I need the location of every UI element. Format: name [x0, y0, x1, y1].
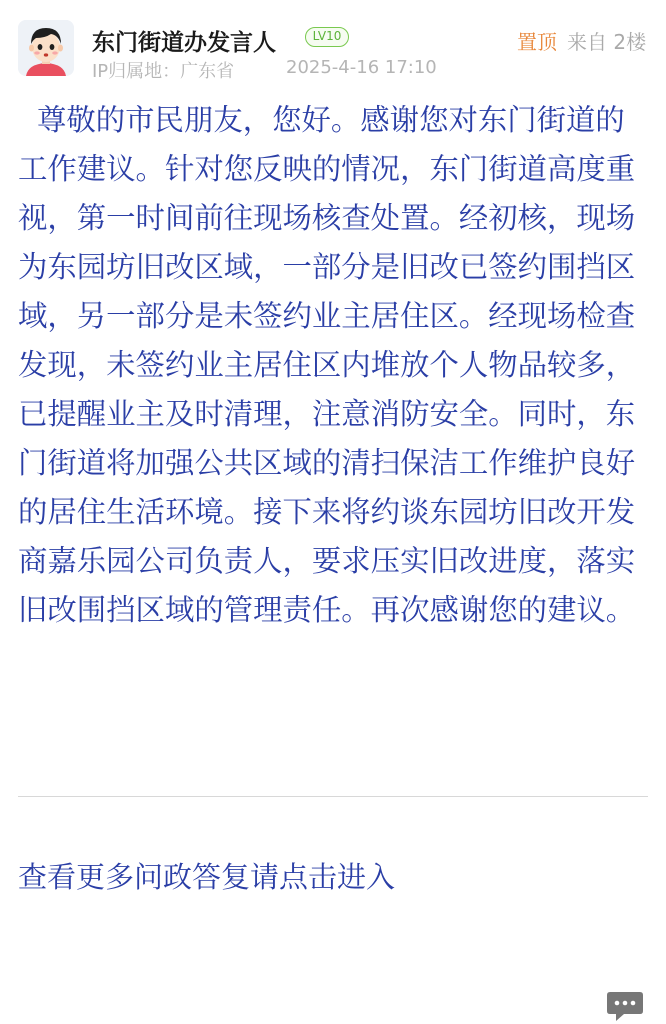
cartoon-avatar-icon: [18, 20, 74, 76]
floor-label: 来自 2楼: [567, 30, 647, 54]
comment-button[interactable]: [606, 990, 644, 1024]
pinned-label: 置顶: [517, 30, 557, 54]
divider: [18, 796, 648, 797]
ip-location: IP归属地：广东省: [92, 61, 235, 82]
level-badge: LV10: [305, 27, 349, 47]
more-replies-link[interactable]: 查看更多问政答复请点击进入: [18, 860, 396, 894]
avatar[interactable]: [18, 20, 74, 76]
post-body: 尊敬的市民朋友，您好。感谢您对东门街道的工作建议。针对您反映的情况，东门街道高度重视，第一时间前往现场核查处置。经初核，现场为东园坊旧改区域，一部分是旧改已签约围挡区域，另一部分是未签约业主居住区。经现场检查发现，未签约业主居住区内堆放个人物品较多，已提醒业主及时清理，注意消防安全。同时，东门街道将加强公共区域的清扫保洁工作维护良好的居住生活环境。接下来将约谈东园坊旧改开发商嘉乐园公司负责人，要求压实旧改进度，落实旧改围挡区域的管理责任。再次感谢您的建议。: [18, 103, 636, 627]
comment-bubble-icon: [606, 990, 644, 1024]
post-timestamp: 2025-4-16 17:10: [286, 57, 437, 78]
author-name[interactable]: 东门街道办发言人: [92, 30, 276, 56]
